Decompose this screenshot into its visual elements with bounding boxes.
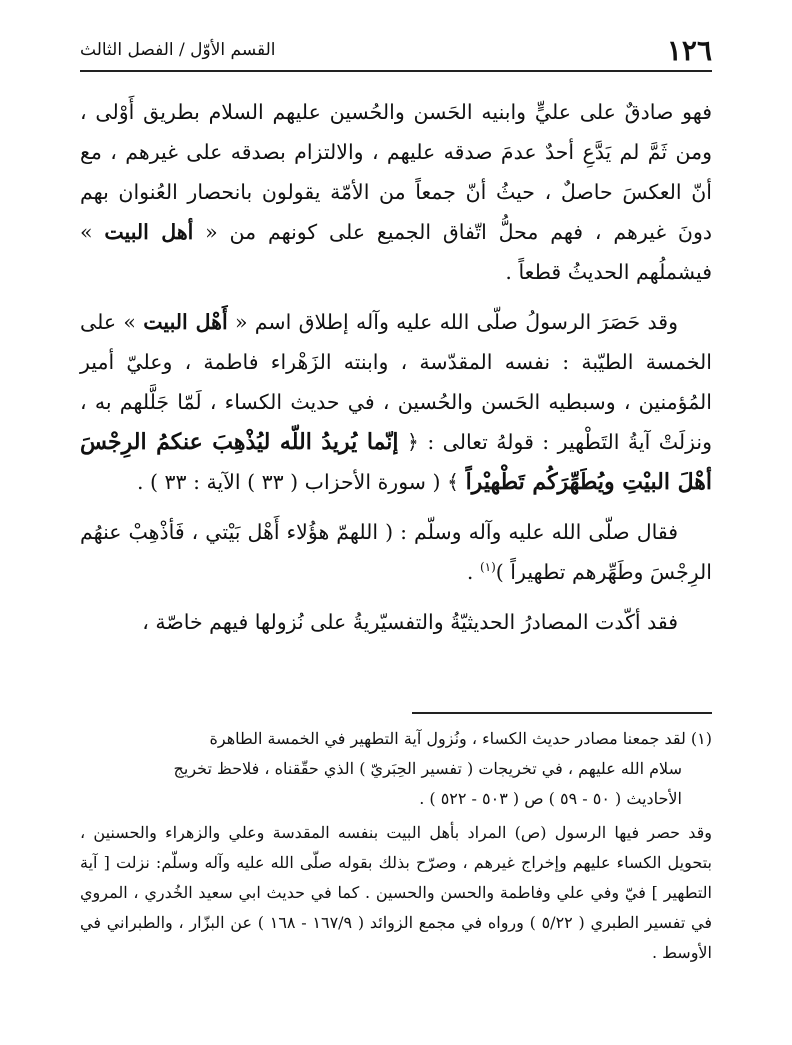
paragraph-1 bbox=[80, 92, 712, 292]
paragraph-2-start: وقد حَصَرَ الرسولُ صلّى الله عليه وآله إطلاق اسم « bbox=[234, 310, 678, 334]
footnote-1-line-3: الأحاديث ( ٥٠ - ٥٩ ) ص ( ٥٠٣ - ٥٢٢ ) . bbox=[419, 789, 682, 808]
quran-verse: إنّما يُريدُ اللّه ليُذْهِبَ عنكمُ الرِجْسَ أهْلَ البيْتِ ويُطَهِّرَكُم تَطْهيْراً bbox=[80, 429, 712, 495]
footnote-divider bbox=[412, 712, 712, 714]
page-header bbox=[80, 30, 712, 72]
paragraph-2-mid: » على الخمسة الطيّبة : نفسه المقدّسة ، وابنته الزَهْراء فاطمة ، وعليّ أمير المُؤمنين ، وسبطيه الحَسن والحُسين ، في حديث الكساء ، لَمّا جَلَّلهم به ، ونزلَتْ آيةُ التَطْهير : قولهُ تعالى : ﴿ bbox=[80, 310, 712, 454]
footnote-1-line-1: (١) لقد جمعنا مصادر حديث الكساء ، ونُزول آية التطهير في الخمسة الطاهرة bbox=[209, 729, 712, 748]
footnotes bbox=[80, 724, 712, 968]
main-text bbox=[80, 92, 712, 652]
running-title: القسم الأوّل / الفصل الثالث bbox=[80, 40, 276, 60]
paragraph-4-text: فقد أكّدت المصادرُ الحديثيّةُ والتفسيّريةُ على نُزولها فيهم خاصّة ، bbox=[142, 610, 678, 634]
footnote-2: وقد حصر فيها الرسول (ص) المراد بأهل البيت بنفسه المقدسة وعلي والزهراء والحسنين ، بتحويل الكساء عليهم وإخراج غيرهم ، وصرّح بذلك بقوله صلّى الله عليه وآله وسلّم: نزلت [ آية التطهير ] فيّ وفي علي وفاطمة والحسن والحسين . كما في حديث ابي سعيد الخُدري ، المروي في تفسير الطبري ( ٥/٢٢ ) ورواه في مجمع الزوائد ( ١٦٧/٩ - ١٦٨ ) عن البزّار ، والطبراني في الأوسط . bbox=[80, 823, 713, 962]
paragraph-3-text: فقال صلّى الله عليه وآله وسلّم : ( اللهمّ هؤُلاء أَهْل بَيْتي ، فَأذْهِبْ عنهُم الرِجْسَ وطَهِّرهم تطهيراً ) bbox=[80, 520, 712, 584]
paragraph-3 bbox=[80, 512, 712, 592]
paragraph-1-text: فهو صادقٌ على عليٍّ وابنيه الحَسن والحُسين عليهم السلام بطريق أَوْلى ، ومن ثَمَّ لم يَدَّعِ أحدٌ عدمَ صدقه عليهم ، والالتزام بصدقه على غيرهم ، مع أنّ العكسَ حاصلٌ ، حيثُ أنّ جمعاً من الأمّة يقولون بانحصار العُنوان بهم دونَ غيرهم ، فهم محلُّ اتّفاق الجميع على كونهم من « bbox=[80, 100, 712, 244]
ahl-al-bayt-term: أهل البيت bbox=[104, 220, 194, 244]
paragraph-4 bbox=[80, 602, 712, 642]
paragraph-3-end: . bbox=[466, 560, 474, 584]
paragraph-2 bbox=[80, 302, 712, 502]
ahl-al-bayt-term-2: أَهْل البيت bbox=[143, 310, 228, 334]
page-number: ١٢٦ bbox=[666, 33, 712, 67]
verse-citation: ﴾ ( سورة الأحزاب ( ٣٣ ) الآية : ٣٣ ) . bbox=[136, 470, 460, 494]
footnote-reference[interactable]: (١) bbox=[479, 560, 496, 575]
footnote-1-line-2: سلام الله عليهم ، في تخريجات ( تفسير الحِبَريّ ) الذي حقّقناه ، فلاحظ تخريج bbox=[173, 759, 682, 778]
paragraph-1-end: » فيشملُهم الحديثُ قطعاً . bbox=[80, 220, 712, 284]
